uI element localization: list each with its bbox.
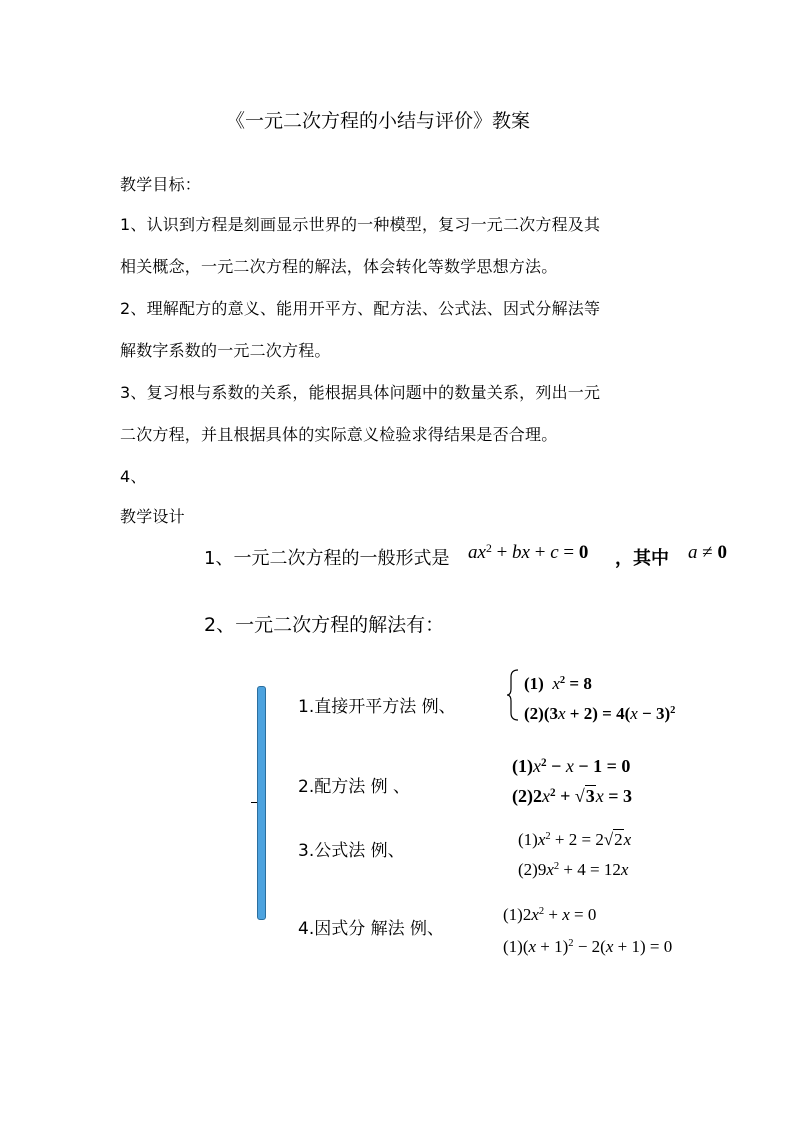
method-1-brace: [506, 668, 520, 722]
bracket-tick: [251, 802, 257, 803]
objective-1-line-1: 1、认识到方程是刻画显示世界的一种模型，复习一元二次方程及其: [120, 215, 601, 234]
objective-3-line-2: 二次方程，并且根据具体的实际意义检验求得结果是否合理。: [120, 425, 558, 444]
general-form-label: 1、一元二次方程的一般形式是: [204, 548, 450, 569]
method-3-example-1: $(1)x^2 + 2 = 2√2x$: [518, 830, 632, 849]
general-form-equation: $ax^2$ + bx + c = 0: [468, 541, 589, 563]
general-form-condition: a ≠ 0: [688, 542, 727, 563]
general-form-suffix: ，其中: [615, 548, 669, 569]
method-2-example-1: $(1)x^2 - x - 1 = 0$: [512, 756, 631, 776]
method-2-label: 2.配方法 例 、: [298, 777, 411, 797]
method-4-label: 4.因式分 解法 例、: [298, 919, 445, 939]
objective-4-line-1: 4、: [120, 467, 147, 486]
method-1-example-2: $(2)(3x + 2) = 4(x - 3)^2$: [524, 704, 676, 723]
method-1-label: 1.直接开平方法 例、: [298, 697, 456, 717]
method-3-label: 3.公式法 例、: [298, 841, 405, 861]
method-1-example-1: (1) $x^2 = 8$: [524, 674, 592, 693]
method-4-example-2: $(1)(x + 1)^2 - 2(x + 1) = 0$: [503, 937, 673, 956]
objective-2-line-2: 解数字系数的一元二次方程。: [120, 341, 331, 360]
methods-bracket-bar: [257, 686, 266, 920]
page-title: 《一元二次方程的小结与评价》教案: [226, 110, 531, 132]
method-3-example-2: $(2)9x^2 + 4 = 12x$: [518, 860, 629, 879]
objective-1-line-2: 相关概念，一元二次方程的解法，体会转化等数学思想方法。: [120, 257, 558, 276]
design-heading: 教学设计: [120, 507, 185, 526]
objective-3-line-1: 3、复习根与系数的关系，能根据具体问题中的数量关系，列出一元: [120, 383, 601, 402]
method-4-example-1: $(1)2x^2 + x = 0$: [503, 905, 597, 924]
objective-2-line-1: 2、理解配方的意义、能用开平方、配方法、公式法、因式分解法等: [120, 299, 601, 318]
objectives-heading: 教学目标：: [120, 175, 202, 194]
solutions-heading: 2、一元二次方程的解法有：: [204, 614, 445, 636]
method-2-example-2: $(2)2x^2 + √3x = 3$: [512, 786, 632, 806]
